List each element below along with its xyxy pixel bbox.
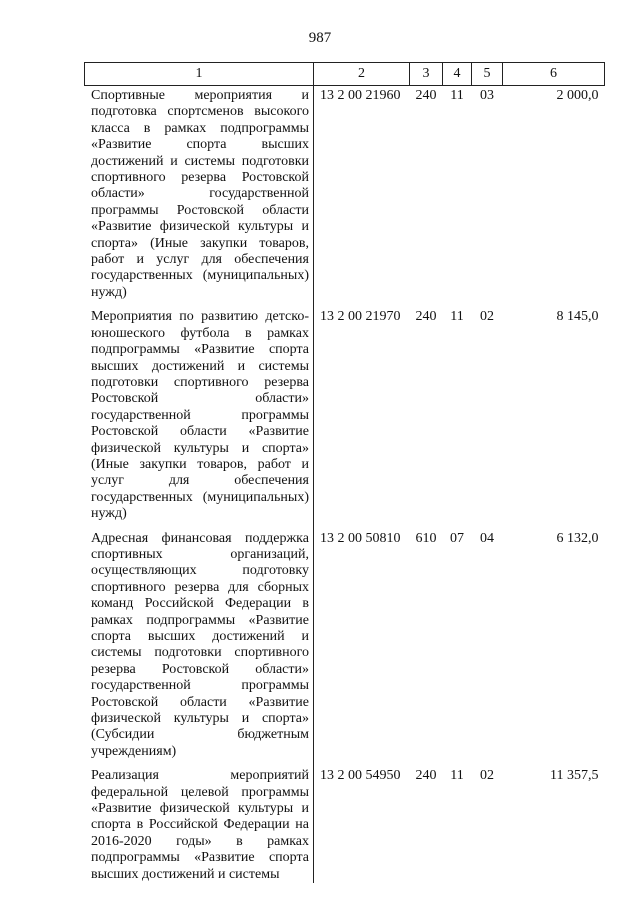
row-sum-cell: 2 000,0 (556, 88, 599, 103)
row-pr-cell: 03 (480, 88, 494, 103)
header-col-1: 1 (85, 63, 314, 86)
row-csr-cell: 13 2 00 21970 (320, 309, 401, 325)
row-rz-cell: 07 (450, 530, 464, 546)
row-vr-cell: 610 (415, 530, 437, 546)
row-csr-cell: 13 2 00 54950 (320, 768, 401, 784)
row-sum-cell: 11 357,5 (550, 768, 599, 784)
row-name-cell: Реализация мероприятий федеральной целевой программы «Развитие физической культуры и спорта в Российской Федерации на 2016-2020 годы» в рамках подпрограммы «Развитие спорта высших достижений и системы (85, 766, 314, 883)
table-row (85, 86, 605, 308)
table-header (85, 63, 605, 86)
header-col-6: 6 (503, 63, 605, 86)
row-name-cell: Адресная финансовая поддержка спортивных организаций, осуществляющих подготовку спортивного резерва для сборных команд Российской Федерации в рамках подпрограммы «Развитие спорта высших достижений и системы подготовки спортивного резерва Ростовской области» государственной программы Ростовской области «Развитие физической культуры и спорта» (Субсидии бюджетным учреждениям) (85, 529, 314, 767)
row-vr-cell: 240 (415, 88, 437, 103)
row-name-cell: Мероприятия по развитию детско-юношеского футбола в рамках подпрограммы «Развитие спорта высших достижений и системы подготовки спортивного резерва Ростовской области» государственной программы Ростовской области «Развитие физической культуры и спорта» (Иные закупки товаров, работ и услуг для обеспечения государственных (муниципальных) нужд) (85, 307, 314, 528)
header-col-2: 2 (314, 63, 410, 86)
row-rz-cell: 11 (450, 309, 464, 325)
header-col-3: 3 (410, 63, 443, 86)
row-csr-cell: 13 2 00 50810 (320, 530, 401, 546)
row-vr-cell: 240 (415, 768, 437, 784)
page-number: 987 (308, 30, 332, 46)
header-col-4: 4 (443, 63, 472, 86)
table-row (85, 529, 605, 767)
budget-table (84, 62, 605, 883)
row-sum-cell: 8 145,0 (556, 309, 599, 325)
row-name-cell: Спортивные мероприятия и подготовка спортсменов высокого класса в рамках подпрограммы «Развитие спорта высших достижений и системы подготовки спортивного резерва Ростовской области» государственной программы Ростовской области «Развитие физической культуры и спорта» (Иные закупки товаров, работ и услуг для обеспечения государственных (муниципальных) нужд) (85, 86, 314, 308)
row-pr-cell: 04 (480, 530, 494, 546)
row-pr-cell: 02 (480, 309, 494, 325)
table-row (85, 307, 605, 528)
row-rz-cell: 11 (450, 768, 464, 784)
row-rz-cell: 11 (450, 88, 464, 103)
row-csr-cell: 13 2 00 21960 (320, 88, 401, 103)
row-sum-cell: 6 132,0 (556, 530, 599, 546)
header-col-5: 5 (472, 63, 503, 86)
table-row (85, 766, 605, 883)
row-vr-cell: 240 (415, 309, 437, 325)
row-pr-cell: 02 (480, 768, 494, 784)
